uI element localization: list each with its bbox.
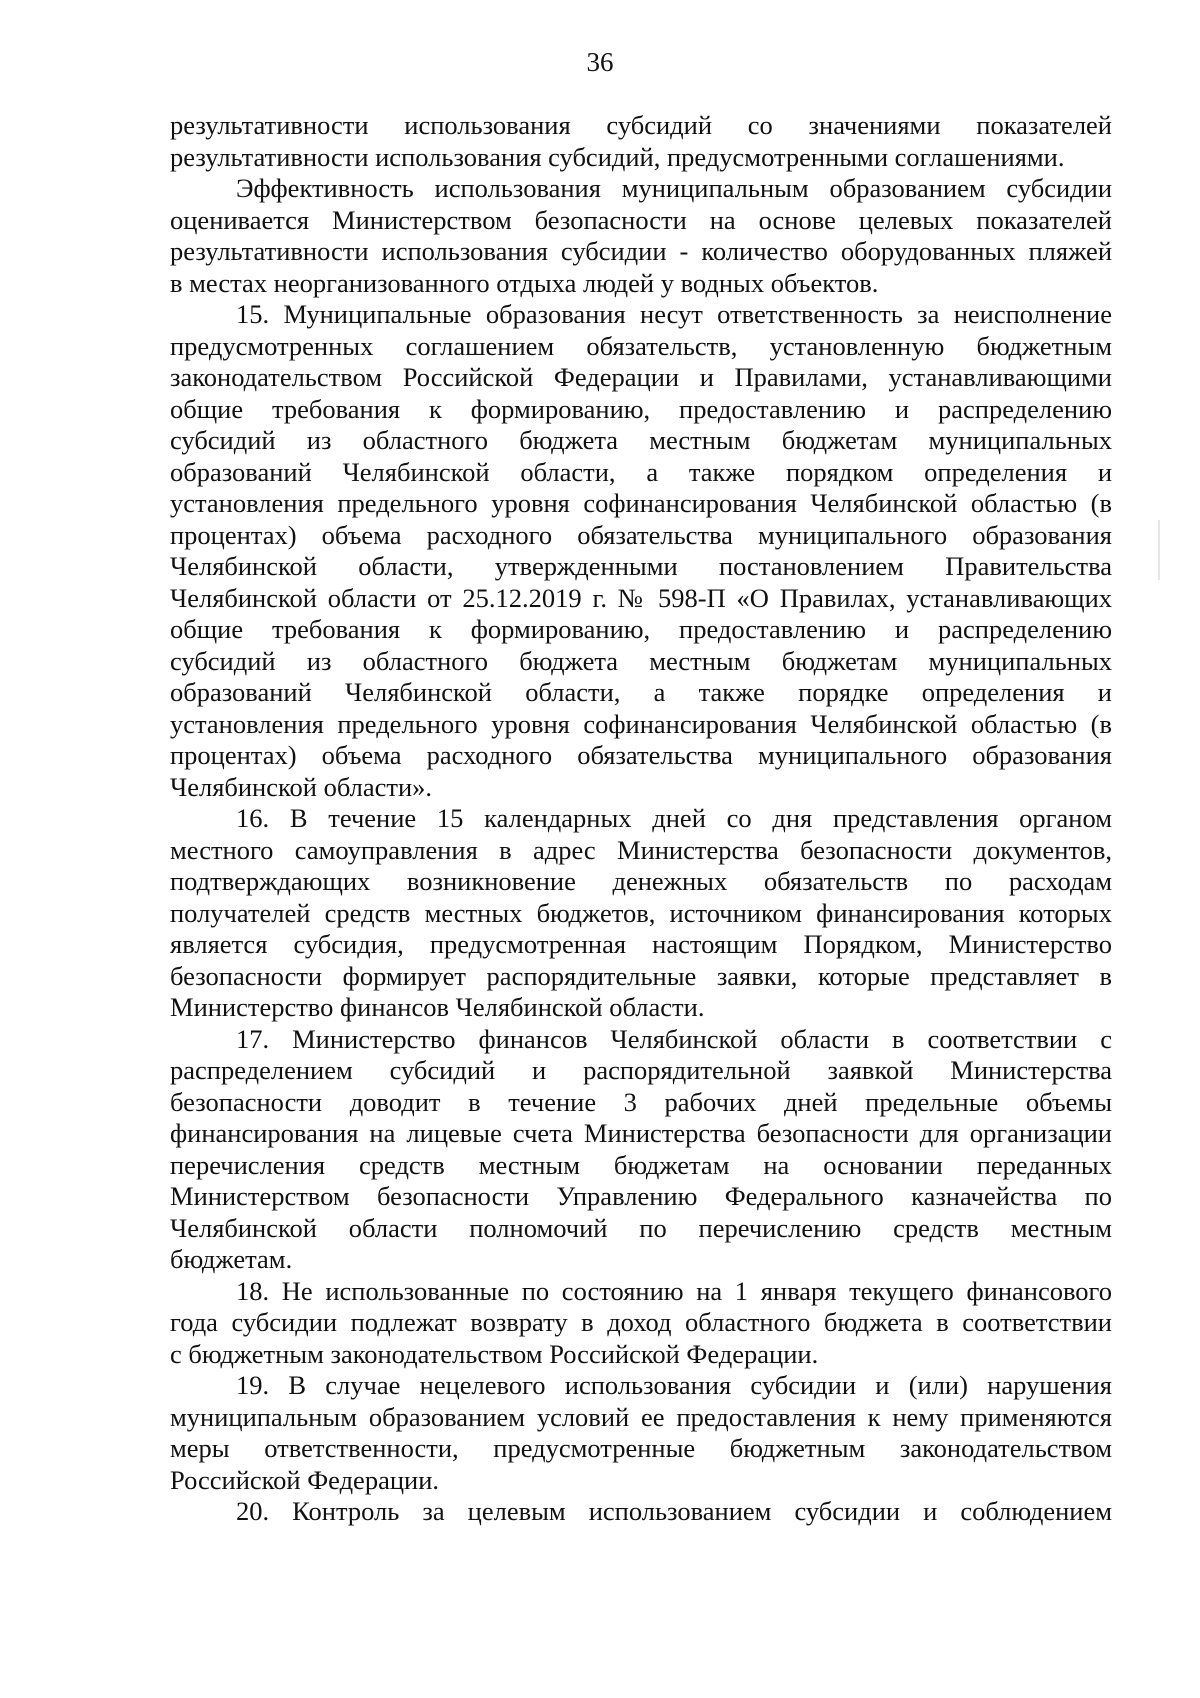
text-line: субсидий из областного бюджета местным бюджетам муниципальных: [170, 425, 1112, 455]
text-line: подтверждающих возникновение денежных обязательств по расходам: [170, 866, 1112, 896]
paragraph: [170, 1024, 1112, 1276]
text-line: перечисления средств местным бюджетам на основании переданных: [170, 1149, 1112, 1180]
text-line: общие требования к формированию, предоставлению и распределению: [170, 614, 1112, 644]
text-line: Челябинской области, утвержденными постановлением Правительства: [170, 551, 1112, 581]
text-line: 20. Контроль за целевым использованием субсидии и соблюдением: [236, 1496, 1112, 1526]
text-line: общие требования к формированию, предоставлению и распределению: [170, 393, 1112, 424]
page-number: 36: [586, 47, 614, 77]
paragraph: [170, 173, 1112, 299]
text-line: 18. Не использованные по состоянию на 1 января текущего финансового: [236, 1275, 1112, 1306]
text-line: процентах) объема расходного обязательства муниципального образования: [170, 740, 1112, 770]
text-line: 15. Муниципальные образования несут ответственность за неисполнение: [236, 299, 1112, 329]
paragraph: [170, 803, 1112, 1024]
text-line: 16. В течение 15 календарных дней со дня представления органом: [236, 803, 1112, 833]
text-line: субсидий из областного бюджета местным бюджетам муниципальных: [170, 645, 1112, 676]
text-line: Челябинской области от 25.12.2019 г. № 598-П «О Правилах, устанавливающих: [170, 582, 1112, 613]
text-line: образований Челябинской области, а также порядке определения и: [170, 677, 1112, 707]
paragraph: [170, 1496, 1112, 1528]
paragraph: [170, 110, 1112, 173]
text-line: результативности использования субсидий со значениями показателей: [170, 110, 1112, 140]
text-line: оценивается Министерством безопасности на основе целевых показателей: [170, 204, 1112, 235]
paragraph: [170, 1276, 1112, 1371]
text-line: безопасности доводит в течение 3 рабочих дней предельные объемы: [170, 1086, 1112, 1117]
text-line: с бюджетным законодательством Российской Федерации.: [170, 1338, 819, 1369]
text-line: Министерство финансов Челябинской области.: [170, 992, 705, 1022]
text-line: Эффективность использования муниципальным образованием субсидии: [236, 173, 1112, 203]
text-line: распределением субсидий и распорядительной заявкой Министерства: [170, 1055, 1112, 1085]
text-line: Российской Федерации.: [170, 1464, 439, 1495]
text-line: местного самоуправления в адрес Министерства безопасности документов,: [170, 834, 1112, 865]
text-line: меры ответственности, предусмотренные бюджетным законодательством: [170, 1433, 1112, 1463]
scan-artifact: [1158, 520, 1160, 580]
document-body: [170, 110, 1112, 1528]
text-line: 19. В случае нецелевого использования субсидии и (или) нарушения: [236, 1370, 1112, 1400]
text-line: бюджетам.: [170, 1244, 293, 1274]
text-line: Челябинской области».: [170, 771, 433, 802]
text-line: предусмотренных соглашением обязательств, установленную бюджетным: [170, 330, 1112, 361]
text-line: законодательством Российской Федерации и Правилами, устанавливающими: [170, 362, 1112, 392]
text-line: установления предельного уровня софинансирования Челябинской областью (в: [170, 708, 1112, 739]
text-line: 17. Министерство финансов Челябинской области в соответствии с: [236, 1023, 1112, 1054]
text-line: Челябинской области полномочий по перечислению средств местным: [170, 1212, 1112, 1243]
text-line: установления предельного уровня софинансирования Челябинской областью (в: [170, 488, 1112, 518]
paragraph: [170, 299, 1112, 803]
text-line: процентах) объема расходного обязательства муниципального образования: [170, 519, 1112, 550]
text-line: Министерством безопасности Управлению Федерального казначейства по: [170, 1181, 1112, 1211]
text-line: муниципальным образованием условий ее предоставления к нему применяются: [170, 1401, 1112, 1432]
text-line: получателей средств местных бюджетов, источником финансирования которых: [170, 897, 1112, 928]
text-line: финансирования на лицевые счета Министерства безопасности для организации: [170, 1118, 1112, 1148]
text-line: безопасности формирует распорядительные заявки, которые представляет в: [170, 960, 1112, 991]
text-line: результативности использования субсидий, предусмотренными соглашениями.: [170, 141, 1065, 172]
text-line: образований Челябинской области, а также порядком определения и: [170, 456, 1112, 487]
paragraph: [170, 1370, 1112, 1496]
text-line: года субсидии подлежат возврату в доход областного бюджета в соответствии: [170, 1307, 1112, 1337]
text-line: результативности использования субсидии - количество оборудованных пляжей: [170, 236, 1112, 266]
text-line: является субсидия, предусмотренная настоящим Порядком, Министерство: [170, 929, 1112, 959]
text-line: в местах неорганизованного отдыха людей у водных объектов.: [170, 267, 879, 298]
